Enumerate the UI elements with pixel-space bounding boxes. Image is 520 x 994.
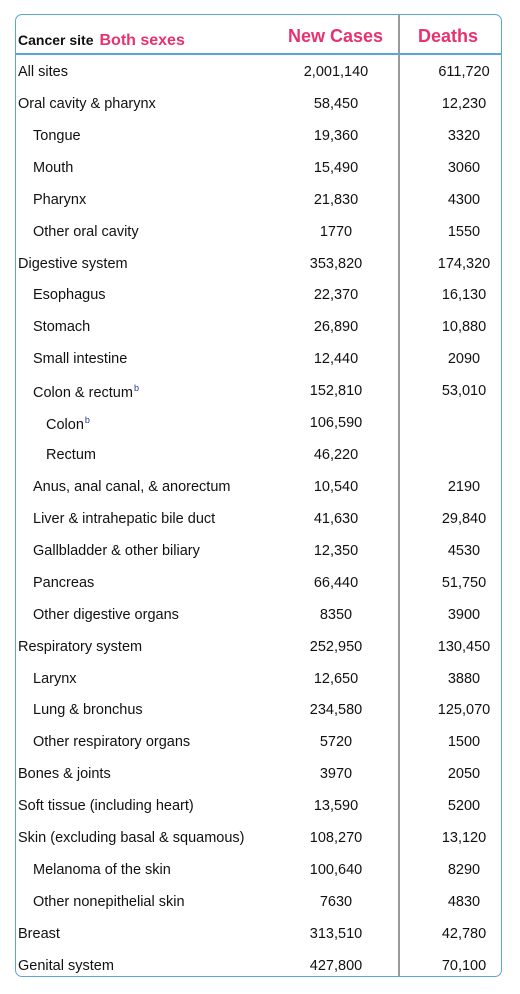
cancer-site-cell [18, 639, 142, 655]
deaths-cell: 16,130 [441, 287, 487, 304]
table-row [16, 759, 501, 791]
cancer-site-name: Larynx [33, 670, 77, 687]
table-row [16, 57, 501, 89]
cancer-site-name: Gallbladder & other biliary [33, 542, 200, 559]
cancer-site-cell [33, 575, 94, 591]
cancer-site-cell [33, 128, 81, 144]
both-sexes-label: Both sexes [99, 32, 185, 49]
cancer-site-cell [33, 224, 139, 240]
deaths-cell: 611,720 [438, 64, 490, 80]
cancer-site-cell [33, 862, 171, 878]
deaths-cell: 3320 [447, 127, 481, 144]
deaths-cell: 4530 [447, 542, 481, 559]
new-cases-cell: 46,220 [313, 447, 359, 464]
new-cases-cell: 19,360 [313, 127, 359, 144]
table-row [16, 121, 501, 153]
deaths-header: Deaths [418, 26, 479, 46]
table-row [16, 344, 501, 376]
cancer-site-label: Cancer site [18, 32, 94, 48]
table-row [16, 312, 501, 344]
cancer-site-cell [33, 894, 185, 910]
cancer-statistics-table [15, 14, 502, 977]
table-row [16, 536, 501, 568]
new-cases-cell: 21,830 [313, 191, 359, 208]
table-row [16, 89, 501, 121]
cancer-site-cell [33, 160, 73, 176]
cancer-site-name: Other nonepithelial skin [33, 893, 185, 910]
deaths-cell: 2090 [447, 351, 481, 368]
new-cases-cell: 353,820 [309, 255, 363, 272]
cancer-site-cell [33, 671, 77, 687]
cancer-site-cell [33, 479, 230, 495]
deaths-cell: 8290 [447, 862, 481, 879]
table-row [16, 600, 501, 632]
new-cases-cell: 26,890 [313, 319, 359, 336]
cancer-site-name: Rectum [46, 447, 96, 464]
cancer-site-header [18, 32, 185, 50]
table-row [16, 887, 501, 919]
new-cases-cell: 234,580 [309, 702, 363, 719]
table-row [16, 408, 501, 440]
cancer-site-cell [33, 702, 143, 718]
table-row [16, 568, 501, 600]
deaths-cell: 12,230 [441, 95, 487, 112]
cancer-site-cell [18, 766, 111, 782]
new-cases-cell: 7630 [319, 893, 353, 910]
new-cases-cell: 152,810 [309, 383, 363, 400]
deaths-cell: 1550 [447, 223, 481, 240]
cancer-site-name: Colon & rectum [33, 385, 133, 402]
deaths-cell: 130,450 [437, 638, 491, 655]
new-cases-cell: 12,650 [313, 670, 359, 687]
new-cases-cell: 8350 [319, 606, 353, 623]
deaths-cell: 2190 [447, 478, 481, 495]
deaths-cell: 3900 [447, 606, 481, 623]
cancer-site-name: Digestive system [18, 255, 128, 272]
deaths-cell: 4830 [447, 893, 481, 910]
new-cases-cell: 12,440 [313, 351, 359, 368]
table-row [16, 791, 501, 823]
table-body [16, 57, 501, 977]
table-row [16, 855, 501, 887]
new-cases-cell: 5720 [319, 734, 353, 751]
cancer-site-name: Lung & bronchus [33, 702, 143, 719]
cancer-site-name: Colon [46, 416, 84, 433]
cancer-site-name: Pancreas [33, 574, 95, 591]
deaths-cell: 3060 [447, 159, 481, 176]
table-row [16, 153, 501, 185]
deaths-cell: 125,070 [437, 702, 491, 719]
deaths-cell: 10,880 [441, 319, 487, 336]
cancer-site-name: Esophagus [33, 287, 106, 304]
footnote-marker: b [133, 383, 139, 394]
cancer-site-name: Oral cavity & pharynx [18, 95, 156, 112]
cancer-site-name: Anus, anal canal, & anorectum [33, 478, 231, 495]
cancer-site-cell [18, 958, 114, 974]
cancer-site-cell [33, 543, 200, 559]
cancer-site-cell [33, 607, 179, 623]
cancer-site-name: Bones & joints [18, 766, 111, 783]
cancer-site-cell [18, 830, 244, 846]
cancer-site-cell [46, 415, 90, 433]
new-cases-cell: 313,510 [309, 925, 363, 942]
deaths-cell: 2050 [447, 766, 481, 783]
cancer-site-cell [18, 256, 128, 272]
table-row [16, 823, 501, 855]
deaths-cell: 5200 [447, 798, 481, 815]
cancer-site-name: Respiratory system [18, 638, 143, 655]
deaths-cell: 53,010 [441, 383, 487, 400]
cancer-site-cell [33, 351, 127, 367]
new-cases-cell: 58,450 [313, 95, 359, 112]
deaths-cell: 29,840 [441, 510, 487, 527]
cancer-site-cell [33, 192, 86, 208]
new-cases-header: New Cases [288, 26, 384, 46]
new-cases-cell: 106,590 [309, 415, 363, 432]
table-row [16, 919, 501, 951]
table-row [16, 951, 501, 977]
new-cases-cell: 10,540 [313, 478, 359, 495]
table-row [16, 217, 501, 249]
deaths-cell: 70,100 [441, 957, 487, 974]
cancer-site-cell [18, 926, 60, 942]
new-cases-cell: 100,640 [309, 862, 363, 879]
cancer-site-name: Other digestive organs [33, 606, 179, 623]
new-cases-cell: 13,590 [313, 798, 359, 815]
table-row [16, 440, 501, 472]
cancer-site-name: Melanoma of the skin [33, 862, 171, 879]
new-cases-cell: 15,490 [313, 159, 359, 176]
new-cases-cell: 252,950 [309, 638, 363, 655]
cancer-site-name: Genital system [18, 957, 114, 974]
deaths-cell: 42,780 [441, 925, 487, 942]
table-row [16, 664, 501, 696]
new-cases-cell: 3970 [319, 766, 353, 783]
deaths-cell: 4300 [447, 191, 481, 208]
new-cases-cell: 108,270 [309, 830, 363, 847]
cancer-site-name: Stomach [33, 319, 91, 336]
new-cases-cell: 66,440 [313, 574, 359, 591]
cancer-site-cell [18, 96, 156, 112]
cancer-site-cell [33, 287, 106, 303]
new-cases-cell: 41,630 [313, 510, 359, 527]
new-cases-cell: 1770 [319, 223, 353, 240]
table-row [16, 249, 501, 281]
cancer-site-name: Tongue [33, 127, 81, 144]
table-row [16, 185, 501, 217]
table-row [16, 695, 501, 727]
table-row [16, 376, 501, 408]
footnote-marker: b [84, 415, 90, 426]
table-row [16, 632, 501, 664]
new-cases-cell: 12,350 [313, 542, 359, 559]
table-row [16, 727, 501, 759]
new-cases-cell: 2,001,140 [303, 64, 369, 80]
table-header [16, 15, 501, 57]
cancer-site-cell [33, 383, 139, 401]
header-divider [16, 53, 501, 55]
table-row [16, 280, 501, 312]
new-cases-cell: 427,800 [309, 957, 363, 974]
cancer-site-name: Other oral cavity [33, 223, 139, 240]
cancer-site-cell [33, 511, 215, 527]
cancer-site-name: Skin (excluding basal & squamous) [18, 830, 245, 847]
cancer-site-name: Breast [18, 925, 60, 942]
deaths-cell: 13,120 [441, 830, 487, 847]
cancer-site-name: Soft tissue (including heart) [18, 798, 194, 815]
new-cases-cell: 22,370 [313, 287, 359, 304]
cancer-site-cell [33, 319, 90, 335]
deaths-cell: 3880 [447, 670, 481, 687]
cancer-site-cell [33, 734, 190, 750]
cancer-site-name: Liver & intrahepatic bile duct [33, 510, 216, 527]
table-row [16, 472, 501, 504]
cancer-site-cell [46, 447, 96, 463]
cancer-site-name: Pharynx [33, 191, 87, 208]
deaths-cell: 174,320 [437, 255, 491, 272]
cancer-site-name: All sites [18, 64, 68, 80]
cancer-site-cell [18, 798, 194, 814]
cancer-site-name: Mouth [33, 159, 74, 176]
table-row [16, 504, 501, 536]
deaths-cell: 1500 [447, 734, 481, 751]
cancer-site-name: Other respiratory organs [33, 734, 191, 751]
cancer-site-name: Small intestine [33, 351, 128, 368]
cancer-site-cell [18, 64, 68, 80]
deaths-cell: 51,750 [441, 574, 487, 591]
